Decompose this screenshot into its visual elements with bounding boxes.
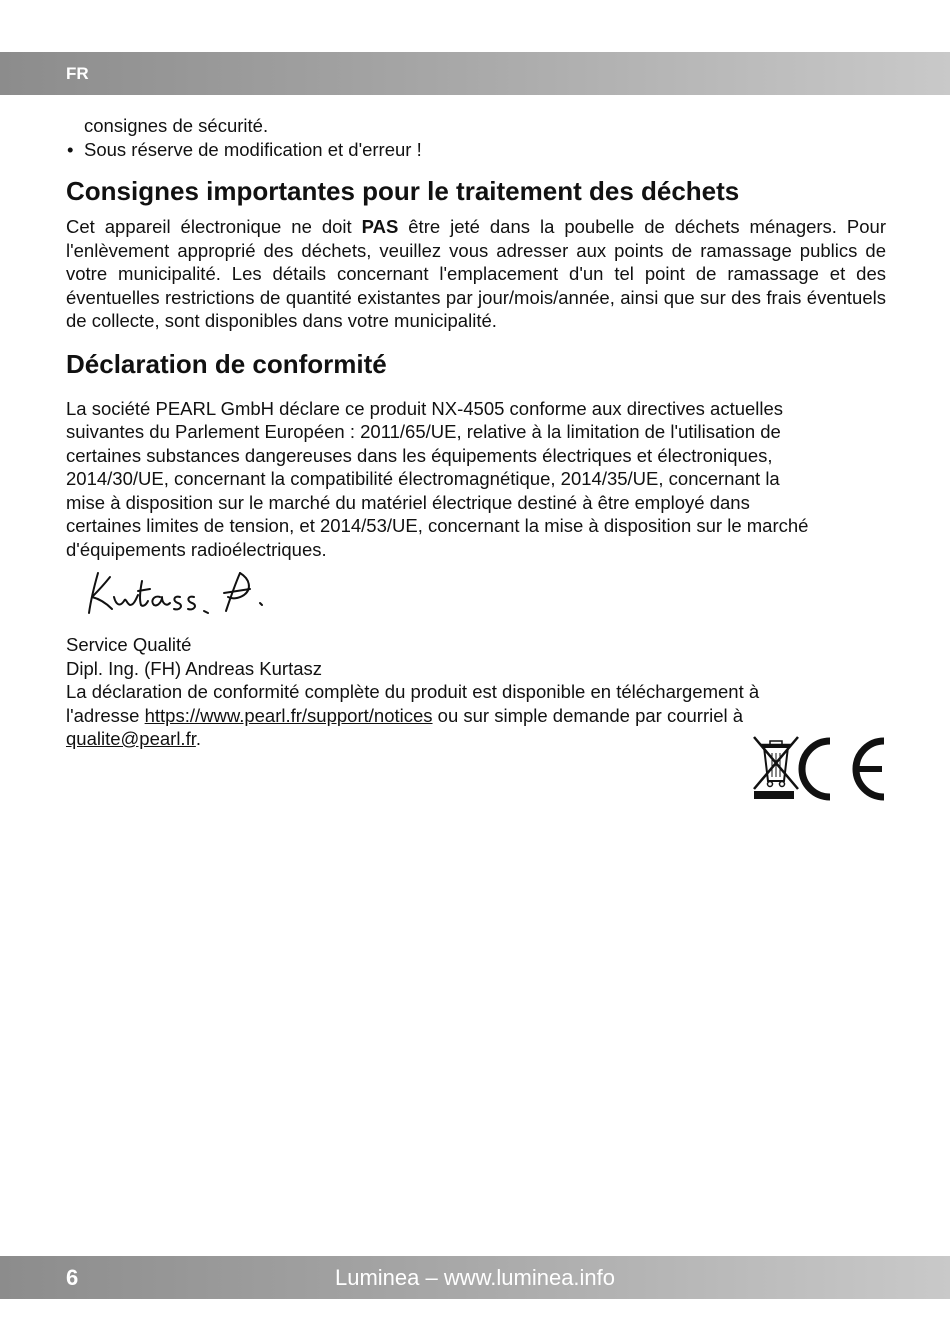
conformity-paragraph [66, 397, 886, 562]
address-mid: ou sur simple demande par courriel à [432, 704, 744, 726]
waste-text-before: Cet appareil électronique ne doit [66, 216, 362, 237]
footer-band [0, 1256, 950, 1299]
weee-bin-icon [754, 737, 798, 799]
full-declaration-line: La déclaration de conformité complète du produit est disponible en téléchargement à [66, 681, 760, 702]
signatory-name: Dipl. Ing. (FH) Andreas Kurtasz [66, 657, 323, 679]
safety-continuation: consignes de sécurité. [84, 115, 269, 136]
compliance-logos [750, 733, 890, 808]
ce-mark-icon [802, 741, 884, 797]
language-tag: FR [66, 64, 89, 83]
notices-link[interactable]: https://www.pearl.fr/support/notices [144, 704, 433, 726]
signature-image [84, 567, 324, 623]
conformity-line: La société PEARL GmbH déclare ce produit NX-4505 conforme aux directives actuelles [66, 397, 784, 419]
conformity-line: certaines substances dangereuses dans les équipements électriques et électroniques, [66, 444, 773, 466]
email-link[interactable]: qualite@pearl.fr [66, 728, 196, 749]
waste-heading: Consignes importantes pour le traitement des déchets [66, 176, 740, 206]
conformity-line: suivantes du Parlement Européen : 2011/65/UE, relative à la limitation de l'utilisation de [66, 421, 781, 442]
email-end: . [195, 728, 201, 749]
conformity-line: 2014/30/UE, concernant la compatibilité électromagnétique, 2014/35/UE, concernant la [66, 468, 780, 489]
signature [66, 561, 886, 633]
header-band [0, 52, 950, 95]
page-number: 6 [66, 1265, 79, 1290]
conformity-line: d'équipements radioélectriques. [66, 538, 327, 560]
bullet-item: • Sous réserve de modification et d'erreur ! [66, 138, 886, 162]
footer-brand-url: Luminea – www.luminea.info [334, 1265, 616, 1290]
conformity-line: mise à disposition sur le marché du matériel électrique destiné à être employé dans [66, 491, 750, 513]
full-declaration-address [66, 704, 886, 728]
waste-text-after: être jeté dans la poubelle de déchets ménagers. Pour l'enlèvement approprié des déchets, veuillez vous adresser aux points de ramassage publics de votre municipalité. Les détails concernant l'emplacement d'un tel point de ramassage et des éventuelles restrictions de quantité existantes par jour/mois/année, ainsi que sur des frais éventuels de collecte, sont disponibles dans votre municipalité. [66, 216, 886, 331]
page-content [66, 114, 886, 751]
waste-paragraph [66, 215, 886, 333]
conformity-heading: Déclaration de conformité [66, 348, 387, 379]
address-prefix: l'adresse [66, 704, 145, 726]
waste-text-bold: PAS [361, 216, 399, 237]
conformity-line: certaines limites de tension, et 2014/53/UE, concernant la mise à disposition sur le marché [66, 515, 809, 536]
safety-bullets [66, 138, 886, 162]
weee-ce-marks [750, 733, 890, 803]
service-quality: Service Qualité [66, 634, 192, 655]
